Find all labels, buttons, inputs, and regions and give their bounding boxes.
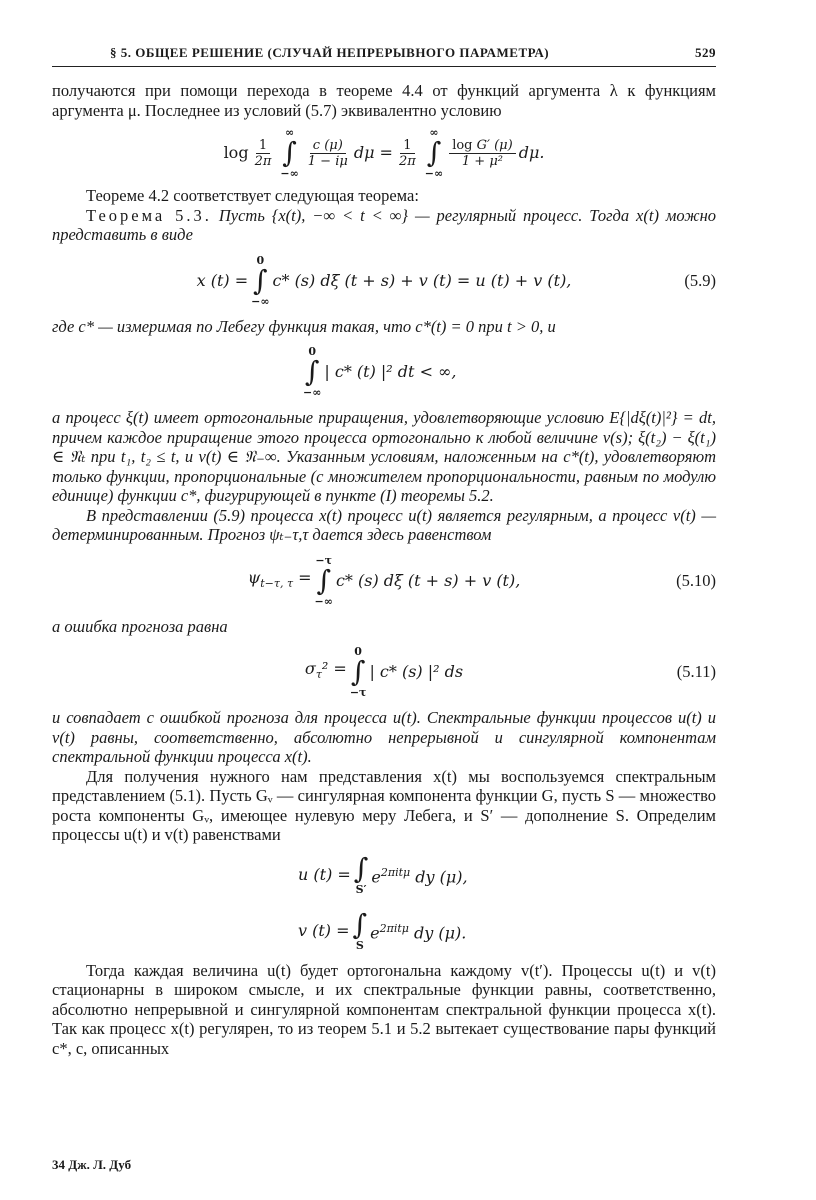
equation-number: (5.11) — [676, 662, 716, 682]
paragraph-measurable: где c* — измеримая по Лебегу функция такая, что c*(t) = 0 при t > 0, и — [52, 316, 556, 336]
paragraph-coincides: и совпадает с ошибкой прогноза для процесса u(t). Спектральные функции процессов u(t) и v(t) равны, соответственно, абсолютно непрерывной и сингулярной компонентам спектральной функции процесса x(t). — [52, 708, 716, 766]
equation-log-condition: log $\frac{1}{2\pi}$ ∞ ∫ −∞ $\frac{c (\mu)}{1 - i\mu}$ dμ = $\frac{1}{2\pi}$ ∞ ∫ −∞ $\frac{\text{log G′ (μ)}}{\text{1 + μ²}}$ dμ. — [223, 126, 545, 180]
theorem-5-3 — [52, 206, 716, 245]
theorem-label: Теорема 5.3. — [86, 205, 212, 225]
equation-integral-finite: 0 ∫ −∞ | c* (t) |² dt < ∞, — [303, 345, 457, 399]
equation-5-10: $\psi_{t-\tau, \tau}$ = −τ ∫ −∞ c* (s) dξ (t + s) + v (t), (5.10) — [247, 553, 716, 608]
equation-u-v-definitions: u (t) = ∫ S′ $e^{2\pi it\mu}$ dy (μ), v (t) = ∫ S $e^{2\pi it\mu}$ dy (μ). — [298, 852, 468, 952]
paragraph-intro: получаются при помощи перехода в теореме 4.4 от функций аргумента λ к функциям аргумента μ. Последнее из условий (5.7) эквивалентно условию — [52, 81, 716, 120]
running-title: § 5. ОБЩЕЕ РЕШЕНИЕ (СЛУЧАЙ НЕПРЕРЫВНОГО ПАРАМЕТРА) — [110, 44, 550, 60]
paragraph-theorem-ref: Теореме 4.2 соответствует следующая теорема: — [86, 186, 419, 205]
paragraph-error: а ошибка прогноза равна — [52, 616, 228, 636]
equation-5-9: x (t) = 0 ∫ −∞ c* (s) dξ (t + s) + v (t) = u (t) + v (t), (5.9) — [196, 253, 716, 308]
footer-signature: 34 Дж. Л. Дуб — [52, 1157, 132, 1172]
equation-number: (5.10) — [676, 570, 716, 590]
running-head — [52, 40, 716, 62]
equation-5-11: $\sigma_\tau^2$ = 0 ∫ −τ | c* (s) |² ds (5.11) — [304, 645, 716, 699]
page-number: 529 — [695, 44, 716, 60]
equation-number: (5.9) — [684, 270, 716, 290]
paragraph-spectral: Для получения нужного нам представления x(t) мы воспользуемся спектральным представлением (5.1). Пусть Gᵥ — сингулярная компонента функции G, пусть S — множество роста компоненты Gᵥ, имеющее нулевую меру Лебега, и S′ — дополнение S. Определим процессы u(t) и v(t) равенствами — [52, 766, 716, 844]
header-rule — [52, 66, 716, 67]
paragraph-orthogonal-values: Тогда каждая величина u(t) будет ортогональна каждому v(t′). Процессы u(t) и v(t) стационарны в широком смысле, и их спектральные функции равны, соответственно, абсолютно непрерывной и сингулярной компонентам спектральной функции процесса x(t). Так как процесс x(t) регулярен, то из теорем 5.1 и 5.2 вытекает существование пары функций c*, c, описанных — [52, 960, 716, 1058]
theorem-statement: Пусть {x(t), −∞ < t < ∞} — регулярный процесс. Тогда x(t) можно представить в виде — [52, 205, 716, 244]
paragraph-representation: В представлении (5.9) процесса x(t) процесс u(t) является регулярным, а процесс v(t) — детерминированным. Прогноз ψₜ₋τ,τ дается здесь равенством — [52, 505, 716, 544]
paragraph-orthogonal: а процесс ξ(t) имеет ортогональные приращения, удовлетворяющие условию E{|dξ(t)|²} = dt, причем каждое приращение этого процесса ортогонально к любой величине v(s); ξ(t₂) − ξ(t₁) ∈ 𝔑ₜ при t₁, t₂ ≤ t, и v(t) ∈ 𝔑₋∞. Указанным условиям, наложенным на c*(t), удовлетворяют только функции, пропорциональные (с множителем пропорциональности, равным по модулю единице) функции c*, фигурирующей в пункте (I) теоремы 5.2. — [52, 408, 716, 505]
